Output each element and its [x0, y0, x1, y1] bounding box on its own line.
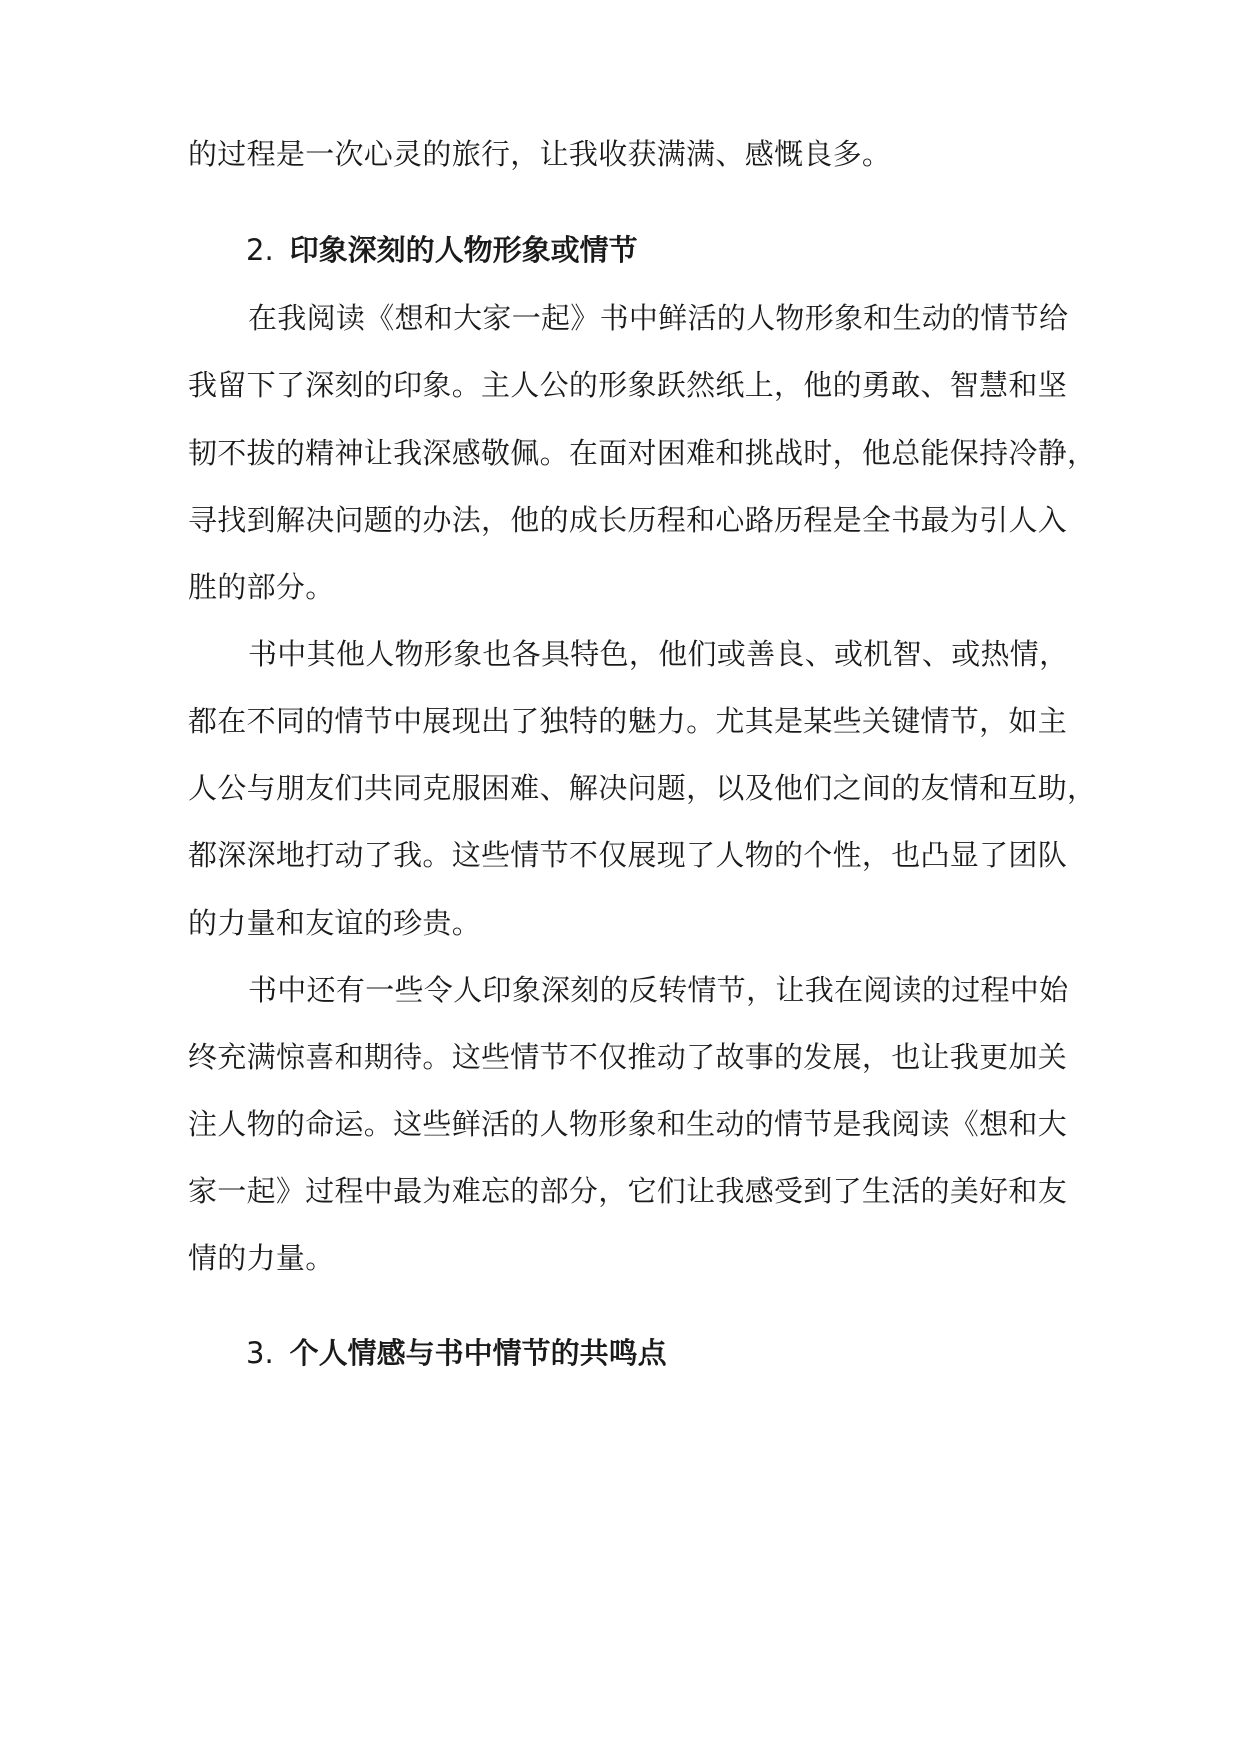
paragraph-line: 寻找到解决问题的办法，他的成长历程和心路历程是全书最为引人入 — [188, 503, 1068, 537]
paragraph-line: 的力量和友谊的珍贵。 — [188, 906, 482, 940]
paragraph-line: 都深深地打动了我。这些情节不仅展现了人物的个性，也凸显了团队 — [188, 838, 1068, 872]
paragraph-line: 胜的部分。 — [188, 570, 335, 604]
paragraph-line: 的过程是一次心灵的旅行，让我收获满满、感慨良多。 — [188, 137, 892, 171]
paragraph-line: 书中还有一些令人印象深刻的反转情节，让我在阅读的过程中始 — [248, 973, 1069, 1007]
paragraph-line: 情的力量。 — [188, 1241, 335, 1275]
section-heading-2 — [246, 230, 638, 270]
paragraph-line: 韧不拔的精神让我深感敬佩。在面对困难和挑战时，他总能保持冷静， — [188, 436, 1097, 470]
paragraph-line: 注人物的命运。这些鲜活的人物形象和生动的情节是我阅读《想和大 — [188, 1107, 1068, 1141]
paragraph-line: 在我阅读《想和大家一起》书中鲜活的人物形象和生动的情节给 — [248, 301, 1069, 335]
paragraph-line: 都在不同的情节中展现出了独特的魅力。尤其是某些关键情节，如主 — [188, 704, 1068, 738]
section-number: 3. — [246, 1336, 274, 1370]
paragraph-line: 终充满惊喜和期待。这些情节不仅推动了故事的发展，也让我更加关 — [188, 1040, 1068, 1074]
section-title: 印象深刻的人物形象或情节 — [289, 233, 638, 267]
section-title: 个人情感与书中情节的共鸣点 — [289, 1336, 667, 1370]
section-number: 2. — [246, 233, 274, 267]
section-heading-3 — [246, 1333, 667, 1373]
paragraph-line: 家一起》过程中最为难忘的部分，它们让我感受到了生活的美好和友 — [188, 1174, 1068, 1208]
paragraph-line: 人公与朋友们共同克服困难、解决问题，以及他们之间的友情和互助， — [188, 771, 1097, 805]
paragraph-line: 我留下了深刻的印象。主人公的形象跃然纸上，他的勇敢、智慧和坚 — [188, 368, 1068, 402]
paragraph-line: 书中其他人物形象也各具特色，他们或善良、或机智、或热情， — [248, 637, 1069, 671]
